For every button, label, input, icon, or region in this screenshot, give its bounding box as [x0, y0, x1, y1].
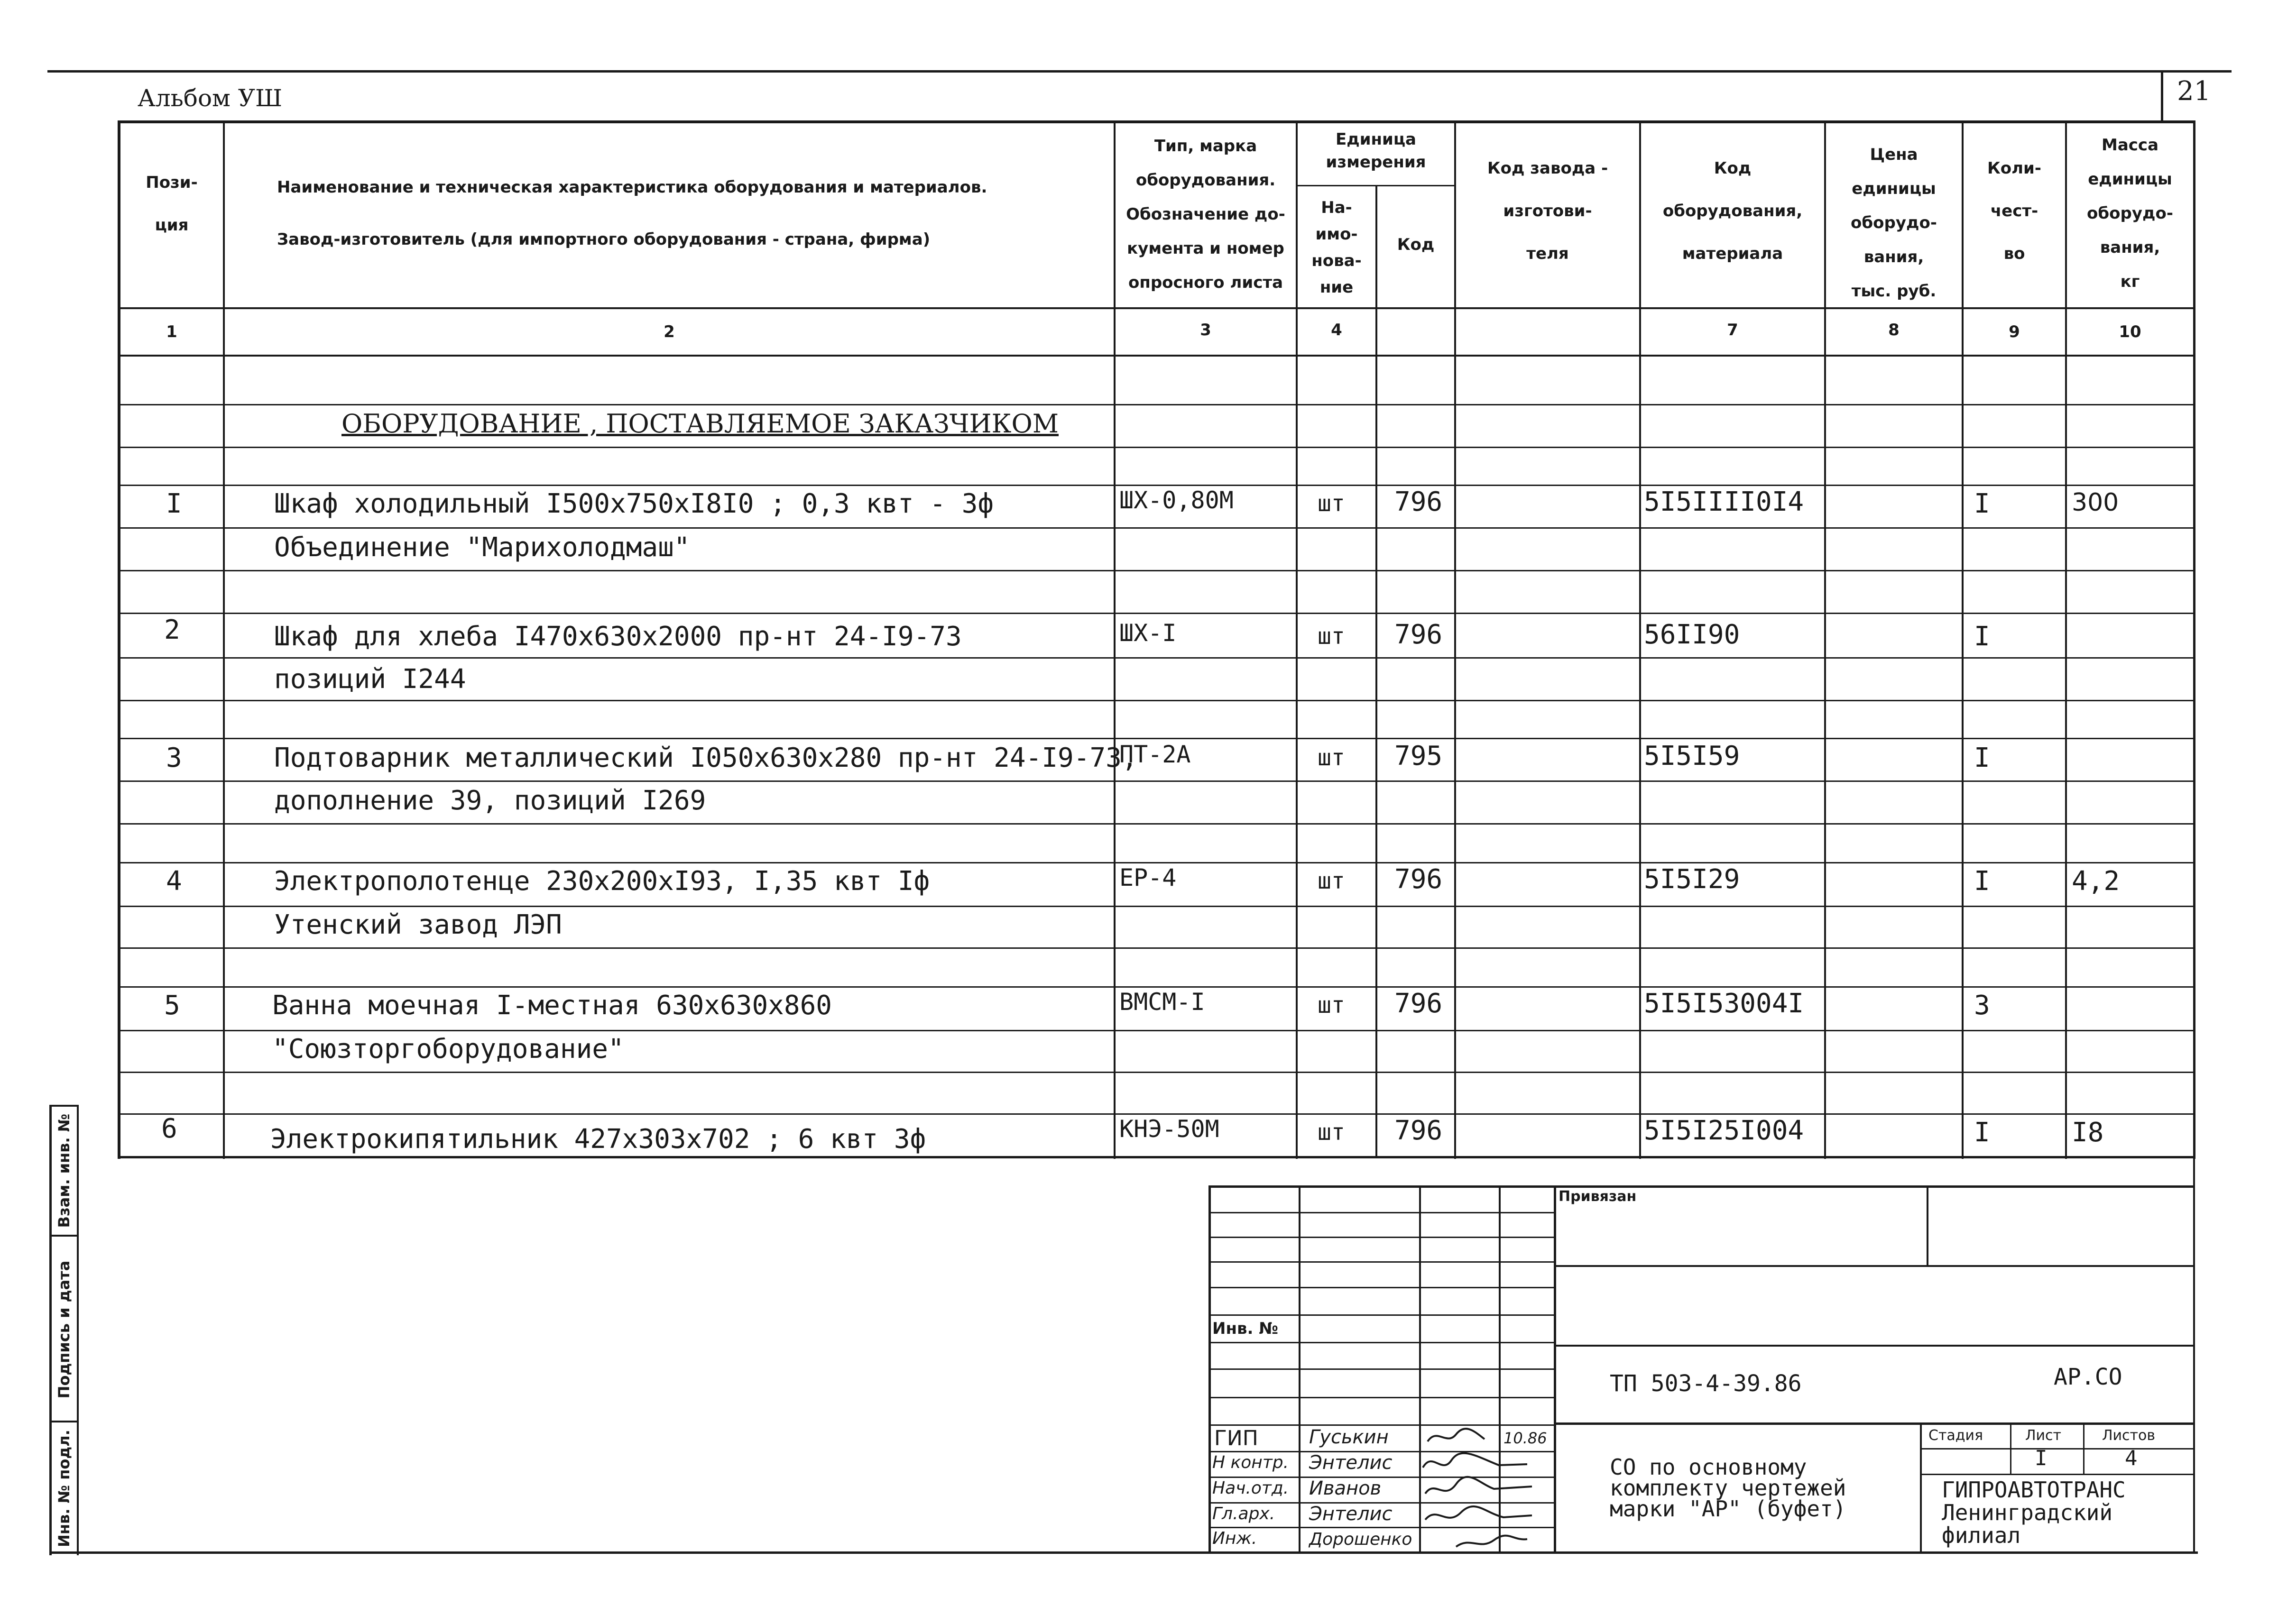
- item-4-unit: шт: [1318, 868, 1345, 894]
- item-4-mass: 4,2: [2072, 866, 2120, 897]
- privyazan-label: Привязан: [1559, 1188, 1637, 1205]
- organization: ГИПРОАВТОТРАНС Ленинградский филиал: [1942, 1477, 2126, 1548]
- colnum-4: 4: [1331, 321, 1342, 339]
- sheet-value: I: [2035, 1446, 2048, 1470]
- signer-name-2: Энтелис: [1309, 1452, 1393, 1474]
- item-1-equip-code: 5I5IIII0I4: [1644, 486, 1804, 517]
- page-number: 21: [2177, 76, 2211, 107]
- header-col-price: Цена единицы оборудо- вания, тыс. руб.: [1851, 145, 1937, 301]
- item-6-code: 796: [1394, 1115, 1443, 1146]
- doc-description: СО по основному комплекту чертежей марки "АР" (буфет): [1610, 1454, 1846, 1522]
- item-2-name: Шкаф для хлеба I470x630x2000 пр-нт 24-I9-73: [274, 621, 962, 652]
- header-col-position: Пози- ция: [146, 173, 198, 235]
- side-label-zam: Взам. инв. №: [55, 1113, 73, 1228]
- header-col-unit-code: Код: [1397, 235, 1435, 254]
- item-2-type: ШХ-I: [1119, 619, 1177, 647]
- inv-no-label: Инв. №: [1212, 1319, 1279, 1338]
- sheets-label: Листов: [2102, 1427, 2156, 1444]
- header-col-mass: Масса единицы оборудо- вания, кг: [2087, 136, 2173, 291]
- header-col-factory-code: Код завода - изготови- теля: [1487, 159, 1608, 263]
- item-2-equip-code: 56II90: [1644, 619, 1740, 650]
- header-col-equipment-code: Код оборудования, материала: [1662, 159, 1803, 263]
- signer-name-3: Иванов: [1309, 1477, 1382, 1499]
- item-3-name: Подтоварник металлический I050x630x280 пр-нт 24-I9-73,: [274, 743, 1138, 773]
- item-1-qty: I: [1974, 488, 1990, 519]
- colnum-3: 3: [1200, 321, 1211, 339]
- item-6-equip-code: 5I5I25I004: [1644, 1115, 1804, 1146]
- item-6-qty: I: [1974, 1117, 1990, 1148]
- signature-4: [1425, 1506, 1532, 1520]
- item-6-name: Электрокипятильник 427x303x702 ; 6 квт 3ф: [270, 1124, 926, 1155]
- item-1-name: Шкаф холодильный I500x750xI8I0 ; 0,3 квт - 3ф: [274, 488, 994, 519]
- sheets-value: 4: [2125, 1446, 2138, 1470]
- signer-role-2: Н контр.: [1212, 1453, 1289, 1472]
- item-3-name2: дополнение 39, позиций I269: [274, 785, 706, 816]
- signer-name-1: Гуськин: [1309, 1426, 1389, 1448]
- signer-name-5: Дорошенко: [1309, 1530, 1412, 1549]
- item-4-code: 796: [1394, 864, 1443, 895]
- item-4-equip-code: 5I5I29: [1644, 864, 1740, 895]
- colnum-8: 8: [1888, 321, 1900, 339]
- item-5-pos: 5: [164, 990, 180, 1021]
- item-6-unit: шт: [1318, 1119, 1345, 1146]
- colnum-1: 1: [166, 322, 177, 341]
- item-5-name2: "Союзторгоборудование": [272, 1034, 624, 1064]
- item-2-qty: I: [1974, 621, 1990, 652]
- signatures: [1418, 1422, 1556, 1553]
- signature-3: [1425, 1477, 1532, 1494]
- item-3-code: 795: [1394, 741, 1443, 771]
- album-label: Альбом УШ: [138, 84, 283, 112]
- item-2-code: 796: [1394, 619, 1443, 650]
- item-3-pos: 3: [166, 743, 182, 773]
- colnum-2: 2: [664, 322, 675, 341]
- item-4-qty: I: [1974, 866, 1990, 897]
- colnum-10: 10: [2119, 322, 2141, 341]
- item-3-type: ПТ-2А: [1119, 741, 1191, 768]
- item-6-pos: 6: [161, 1113, 177, 1144]
- header-col-quantity: Коли- чест- во: [1987, 159, 2041, 263]
- side-label-podp: Подпись и дата: [55, 1260, 73, 1399]
- item-2-unit: шт: [1318, 623, 1345, 650]
- header-col-unit-group: Единица измерения: [1326, 130, 1426, 172]
- item-4-type: ЕР-4: [1119, 864, 1177, 891]
- signer-role-5: Инж.: [1212, 1529, 1257, 1548]
- colnum-7: 7: [1727, 321, 1738, 339]
- item-6-type: КНЭ-50М: [1119, 1115, 1219, 1143]
- item-2-pos: 2: [164, 615, 180, 645]
- doc-mark: АР.СО: [2054, 1364, 2122, 1390]
- item-6-mass: I8: [2072, 1117, 2104, 1148]
- item-5-code: 796: [1394, 988, 1443, 1019]
- header-col-type: Тип, марка оборудования. Обозначение до- кумента и номер опросного листа: [1126, 137, 1285, 292]
- item-1-type: ШХ-0,80М: [1119, 486, 1234, 514]
- item-5-type: ВМСМ-I: [1119, 988, 1205, 1016]
- section-title: ОБОРУДОВАНИЕ , ПОСТАВЛЯЕМОЕ ЗАКАЗЧИКОМ: [341, 409, 1059, 439]
- item-1-code: 796: [1394, 486, 1443, 517]
- item-2-name2: позиций I244: [274, 664, 466, 695]
- signer-role-4: Гл.арх.: [1212, 1504, 1275, 1523]
- signer-role-1: ГИП: [1214, 1426, 1258, 1450]
- signature-1: [1428, 1429, 1485, 1441]
- item-3-equip-code: 5I5I59: [1644, 741, 1740, 771]
- item-1-pos: I: [166, 488, 182, 519]
- signer-role-3: Нач.отд.: [1212, 1478, 1289, 1498]
- item-5-qty: 3: [1974, 990, 1990, 1021]
- stage-label: Стадия: [1928, 1427, 1983, 1444]
- item-4-pos: 4: [166, 866, 182, 897]
- item-4-name: Электрополотенце 230x200xI93, I,35 квт Iф: [274, 866, 930, 897]
- header-col-unit-name: На- имо- нова- ние: [1311, 198, 1362, 297]
- item-4-name2: Утенский завод ЛЭП: [274, 909, 562, 940]
- item-5-unit: шт: [1318, 992, 1345, 1018]
- item-1-unit: шт: [1318, 490, 1345, 517]
- item-5-name: Ванна моечная I-местная 630x630x860: [272, 990, 832, 1021]
- signature-2: [1423, 1453, 1527, 1468]
- item-1-name2: Объединение "Марихолодмаш": [274, 532, 690, 563]
- signer-name-4: Энтелис: [1309, 1503, 1393, 1525]
- side-label-inv: Инв. № подл.: [55, 1430, 73, 1547]
- colnum-9: 9: [2009, 322, 2020, 341]
- item-3-unit: шт: [1318, 744, 1345, 771]
- sheet-label: Лист: [2025, 1427, 2062, 1444]
- signature-5: [1456, 1536, 1527, 1547]
- signer-date-1: 10.86: [1503, 1429, 1547, 1447]
- header-col-name: Наименование и техническая характеристика оборудования и материалов. Завод-изготовитель (для импортного оборудования - страна, фирма): [277, 178, 987, 249]
- item-3-qty: I: [1974, 743, 1990, 773]
- doc-number: ТП 503-4-39.86: [1610, 1370, 1802, 1397]
- item-5-equip-code: 5I5I53004I: [1644, 988, 1804, 1019]
- item-1-mass: 300: [2072, 488, 2119, 517]
